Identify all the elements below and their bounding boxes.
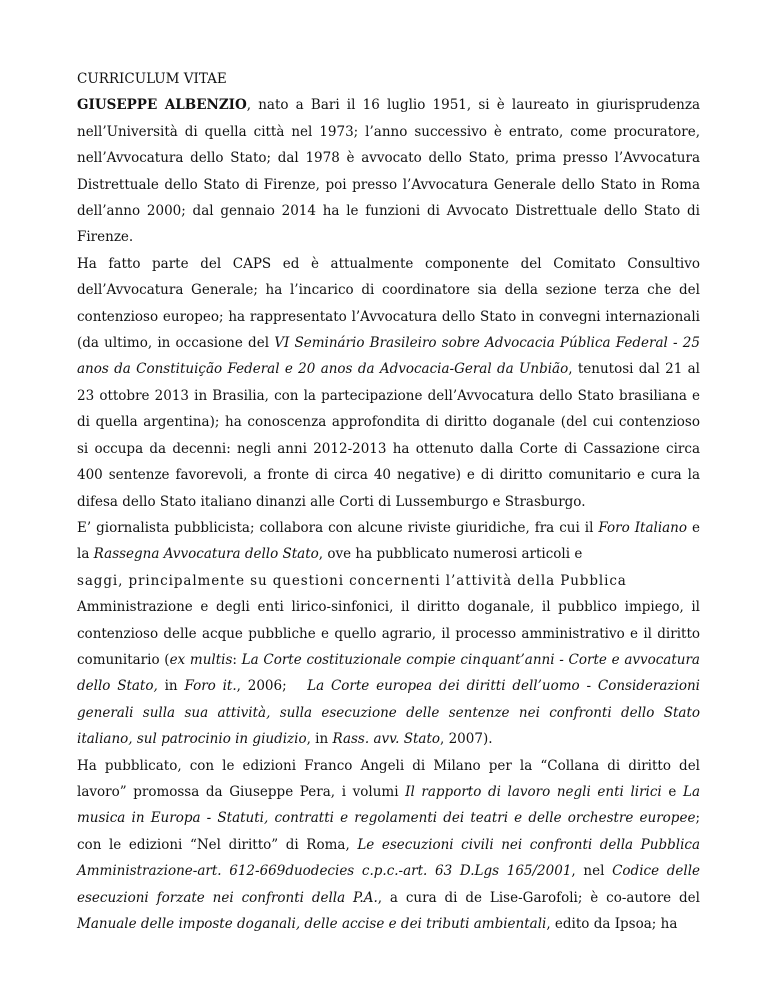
publications-text-a: Ha pubblicato, con le edizioni Franco Angeli di Milano per la “Collana di diritto del lavoro” promossa da Giuseppe Pera, i volumi	[77, 757, 700, 800]
journal-rass-avv-stato: Rass. avv. Stato	[332, 731, 441, 748]
document-body	[77, 66, 700, 937]
paragraph-biography	[77, 92, 700, 250]
event-title: VI Seminário Brasileiro sobre Advocacia Pública Federal - 25 anos da Constituição Federal e 20 anos da Advocacia-Geral da Unbião	[77, 335, 700, 378]
publications-text-d: , nel	[571, 863, 613, 880]
journalism-text-h: , 2006;	[236, 678, 308, 695]
journalism-text-g: in	[157, 678, 185, 695]
journalism-text-d: saggi, principalmente su questioni concernenti l’attività della Pubblica	[77, 572, 627, 589]
volume-codice-esecuzioni: Codice delle esecuzioni forzate nei confronti della P.A.	[77, 863, 701, 906]
paragraph-journalism	[77, 515, 700, 753]
journal-foro-italiano: Foro Italiano	[598, 519, 688, 536]
person-name: GIUSEPPE ALBENZIO	[77, 97, 247, 114]
volume-esecuzioni-civili: Le esecuzioni civili nei confronti della Pubblica Amministrazione-art. 612-669duodecies c.p.c.-art. 63 D.Lgs 165/2001	[77, 836, 700, 880]
journalism-text-f: :	[232, 651, 242, 668]
publications-text-e: , a cura di de Lise-Garofoli; è co-autore del	[377, 889, 700, 906]
journalism-text-e: Amministrazione e degli enti lirico-sinfonici, il diritto doganale, il pubblico impiego, il contenzioso delle acque pubbliche e quello agrario, il processo amministrativo e il diritto comunitario (	[77, 599, 700, 668]
ex-multis: ex multis	[169, 651, 233, 668]
volume-manuale-imposte: Manuale delle imposte doganali, delle accise e dei tributi ambientali	[77, 916, 547, 932]
document-title: CURRICULUM VITAE	[77, 71, 227, 87]
publications-text-b: e	[661, 783, 683, 800]
roles-text-a: Ha fatto parte del CAPS ed è attualmente componente del Comitato Consultivo dell’Avvocatura Generale; ha l’incarico di coordinatore sia della sezione terza che del contenzioso europeo; ha rappresentato l’Avvocatura dello Stato in convegni internazionali (da ultimo, in occasione del	[77, 255, 700, 352]
roles-text-b: , tenutosi dal 21 al 23 ottobre 2013 in Brasilia, con la partecipazione dell’Avvocatura dello Stato brasiliana e di quella argentina); ha conoscenza approfondita di diritto doganale (del cui contenzioso si occupa da decenni: negli anni 2012-2013 ha ottenuto dalla Corte di Cassazione circa 400 sentenze favorevoli, a fronte di circa 40 negative) e di diritto comunitario e cura la difesa dello Stato italiano dinanzi alle Corti di Lussemburgo e Strasburgo.	[77, 361, 700, 510]
journalism-text-c: , ove ha pubblicato numerosi articoli e	[318, 546, 583, 563]
journal-foro-it: Foro it.	[184, 678, 237, 695]
volume-rapporto-lavoro: Il rapporto di lavoro negli enti lirici	[405, 783, 662, 800]
journalism-text-i: , in	[306, 731, 333, 748]
journal-rassegna: Rassegna Avvocatura dello Stato	[93, 546, 319, 563]
journalism-text-b: e la	[77, 519, 700, 563]
article-corte-europea: La Corte europea dei diritti dell’uomo - Considerazioni generali sulla sua attività, sulla esecuzione delle sentenze nei confronti dello Stato italiano, sul patrocinio in giudizio	[77, 678, 700, 748]
journalism-text-a: E’ giornalista pubblicista; collabora con alcune riviste giuridiche, fra cui il	[77, 519, 599, 536]
paragraph-publications	[77, 753, 700, 938]
publications-text-c: ; con le edizioni “Nel diritto” di Roma,	[77, 810, 700, 853]
journalism-text-j: , 2007).	[440, 731, 493, 748]
volume-musica-europa: La musica in Europa - Statuti, contratti e regolamenti dei teatri e delle orchestre europee	[77, 783, 701, 827]
biography-text: , nato a Bari il 16 luglio 1951, si è laureato in giurisprudenza nell’Università di quella città nel 1973; l’anno successivo è entrato, come procuratore, nell’Avvocatura dello Stato; dal 1978 è avvocato dello Stato, prima presso l’Avvocatura Distrettuale dello Stato di Firenze, poi presso l’Avvocatura Generale dello Stato in Roma dell’anno 2000; dal gennaio 2014 ha le funzioni di Avvocato Distrettuale dello Stato di Firenze.	[77, 97, 700, 246]
publications-text-f: , edito da Ipsoa; ha	[546, 916, 678, 932]
article-corte-costituzionale: La Corte costituzionale compie cinquant’anni - Corte e avvocatura dello Stato,	[77, 651, 700, 695]
paragraph-roles	[77, 251, 700, 515]
